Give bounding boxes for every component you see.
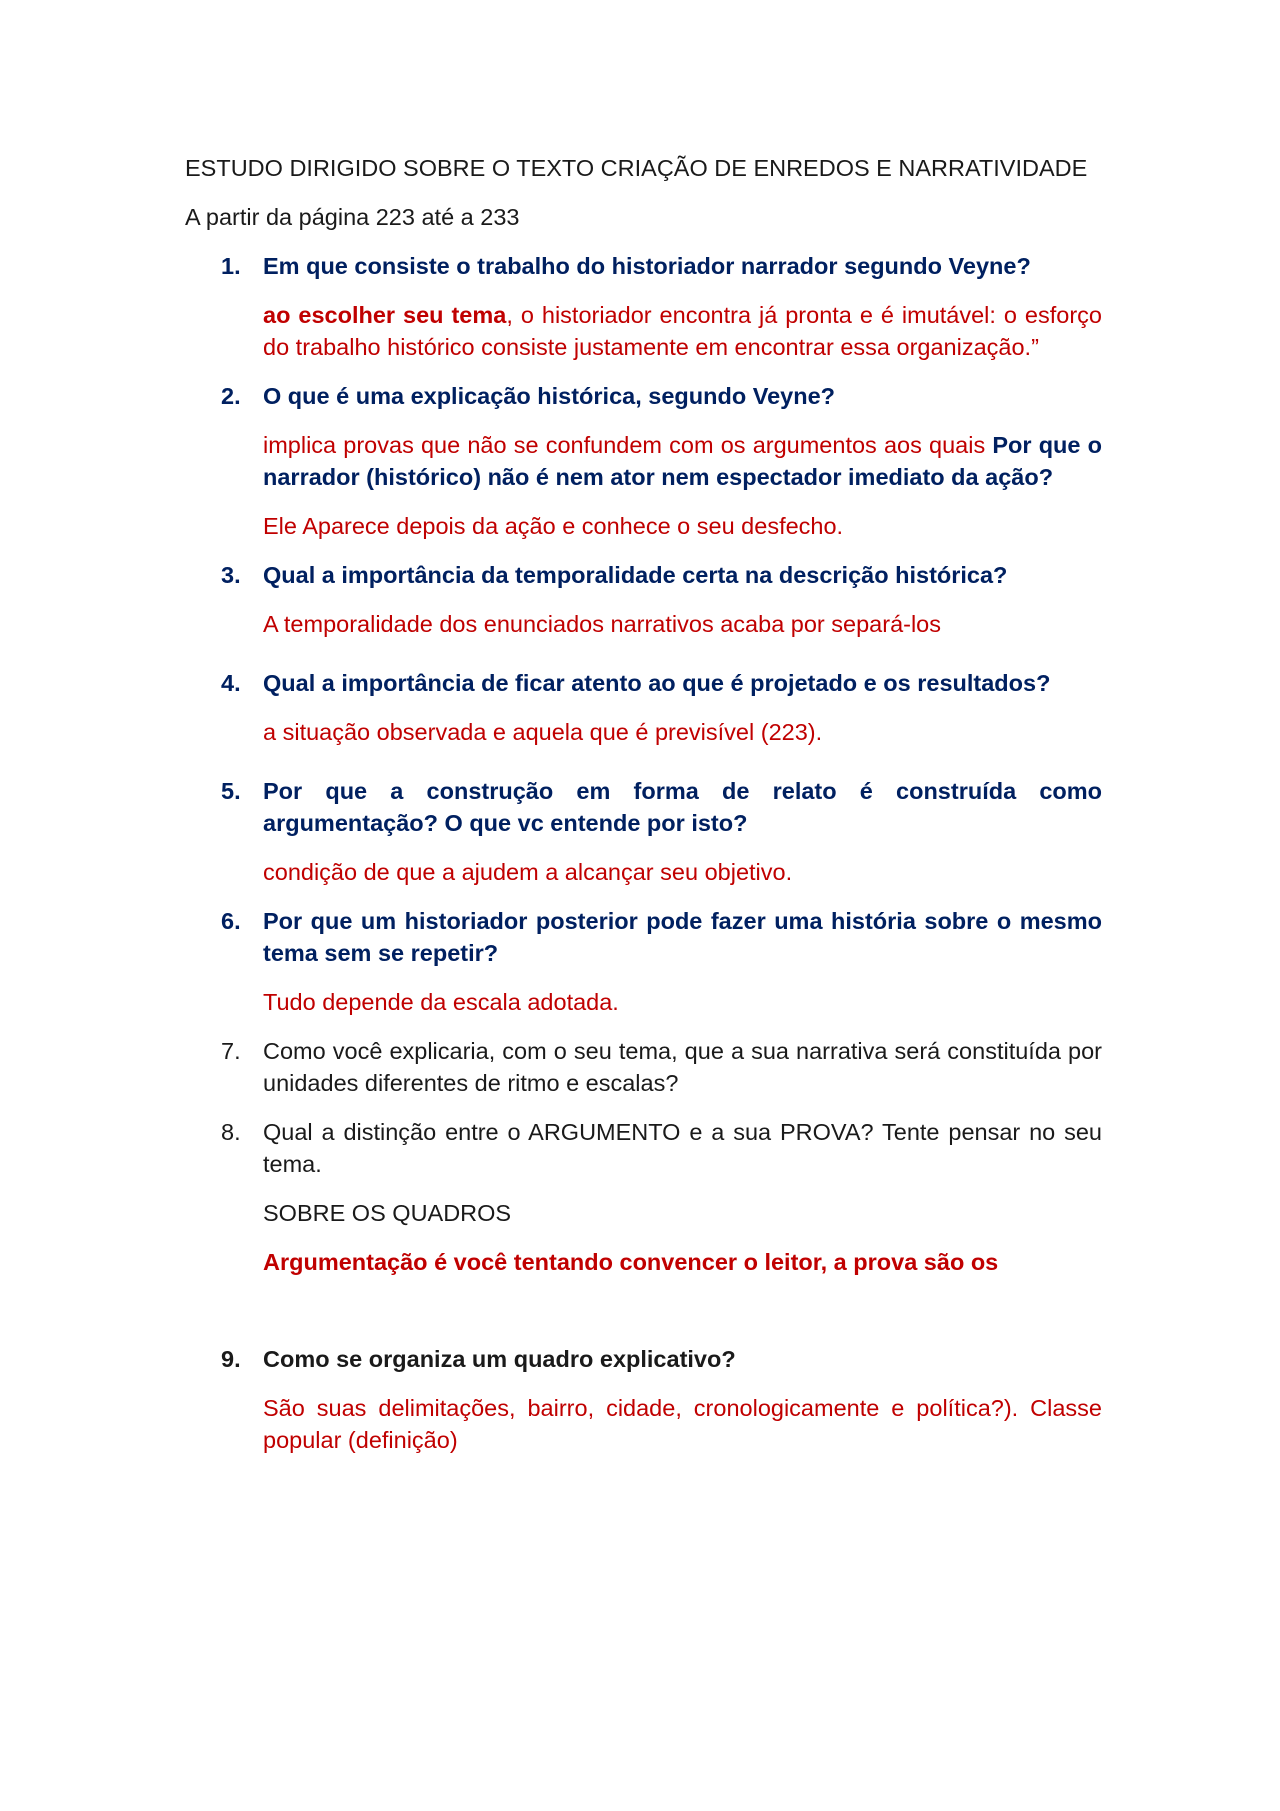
question-text: Qual a importância da temporalidade certa na descrição histórica? <box>263 562 1008 588</box>
item-number: 3. <box>221 562 241 588</box>
item-number: 7. <box>221 1038 241 1064</box>
question-text: Em que consiste o trabalho do historiador narrador segundo Veyne? <box>263 253 1031 279</box>
answer-rest: , o historiador encontra já pronta e é imutável: o esforço do trabalho histórico consiste justamente em encontrar essa organização.” <box>263 302 1102 360</box>
list-item-5 <box>221 775 1102 839</box>
question-text: O que é uma explicação histórica, segundo Veyne? <box>263 383 836 409</box>
list-item-2 <box>221 380 1102 412</box>
question-text: Por que um historiador posterior pode fazer uma história sobre o mesmo tema sem se repetir? <box>263 908 1102 966</box>
question-text: Por que a construção em forma de relato é construída como argumentação? O que vc entende por isto? <box>263 778 1102 836</box>
list-item-4 <box>221 667 1102 699</box>
list-item-3 <box>221 559 1102 591</box>
item-number: 5. <box>221 778 241 804</box>
list-item-6 <box>221 905 1102 969</box>
item-number: 4. <box>221 670 241 696</box>
list-item-8 <box>221 1116 1102 1180</box>
item-number: 2. <box>221 383 241 409</box>
item-number: 8. <box>221 1119 241 1145</box>
answer-text <box>263 429 1102 493</box>
list-item-7 <box>221 1035 1102 1099</box>
document-subtitle: A partir da página 223 até a 233 <box>185 204 520 230</box>
item-number: 6. <box>221 908 241 934</box>
answer-text: Tudo depende da escala adotada. <box>263 989 619 1015</box>
answer-plain: implica provas que não se confundem com os argumentos aos quais <box>263 432 993 458</box>
item-number: 9. <box>221 1346 241 1372</box>
document-title: ESTUDO DIRIGIDO SOBRE O TEXTO CRIAÇÃO DE ENREDOS E NARRATIVIDADE <box>185 155 1088 181</box>
answer-text: a situação observada e aquela que é previsível (223). <box>263 719 823 745</box>
list-item-1 <box>221 250 1102 282</box>
answer-text <box>263 299 1102 363</box>
answer-text-2: Ele Aparece depois da ação e conhece o seu desfecho. <box>263 513 844 539</box>
answer-text: A temporalidade dos enunciados narrativos acaba por separá-los <box>263 611 942 637</box>
answer-bold-question: Por que o narrador (histórico) não é nem ator nem espectador imediato da ação? <box>263 432 1102 490</box>
answer-bold: ao escolher seu tema <box>263 302 507 328</box>
document-body <box>185 152 1102 1456</box>
item-number: 1. <box>221 253 241 279</box>
section-note: SOBRE OS QUADROS <box>263 1200 512 1226</box>
answer-text: condição de que a ajudem a alcançar seu objetivo. <box>263 859 793 885</box>
question-text: Como se organiza um quadro explicativo? <box>263 1346 736 1372</box>
answer-text: Argumentação é você tentando convencer o leitor, a prova são os <box>263 1249 999 1275</box>
question-text: Qual a importância de ficar atento ao que é projetado e os resultados? <box>263 670 1051 696</box>
list-item-9 <box>221 1343 1102 1375</box>
question-text: Como você explicaria, com o seu tema, que a sua narrativa será constituída por unidades diferentes de ritmo e escalas? <box>263 1038 1102 1096</box>
answer-text: São suas delimitações, bairro, cidade, cronologicamente e política?). Classe popular (definição) <box>263 1395 1102 1453</box>
question-text: Qual a distinção entre o ARGUMENTO e a sua PROVA? Tente pensar no seu tema. <box>263 1119 1102 1177</box>
